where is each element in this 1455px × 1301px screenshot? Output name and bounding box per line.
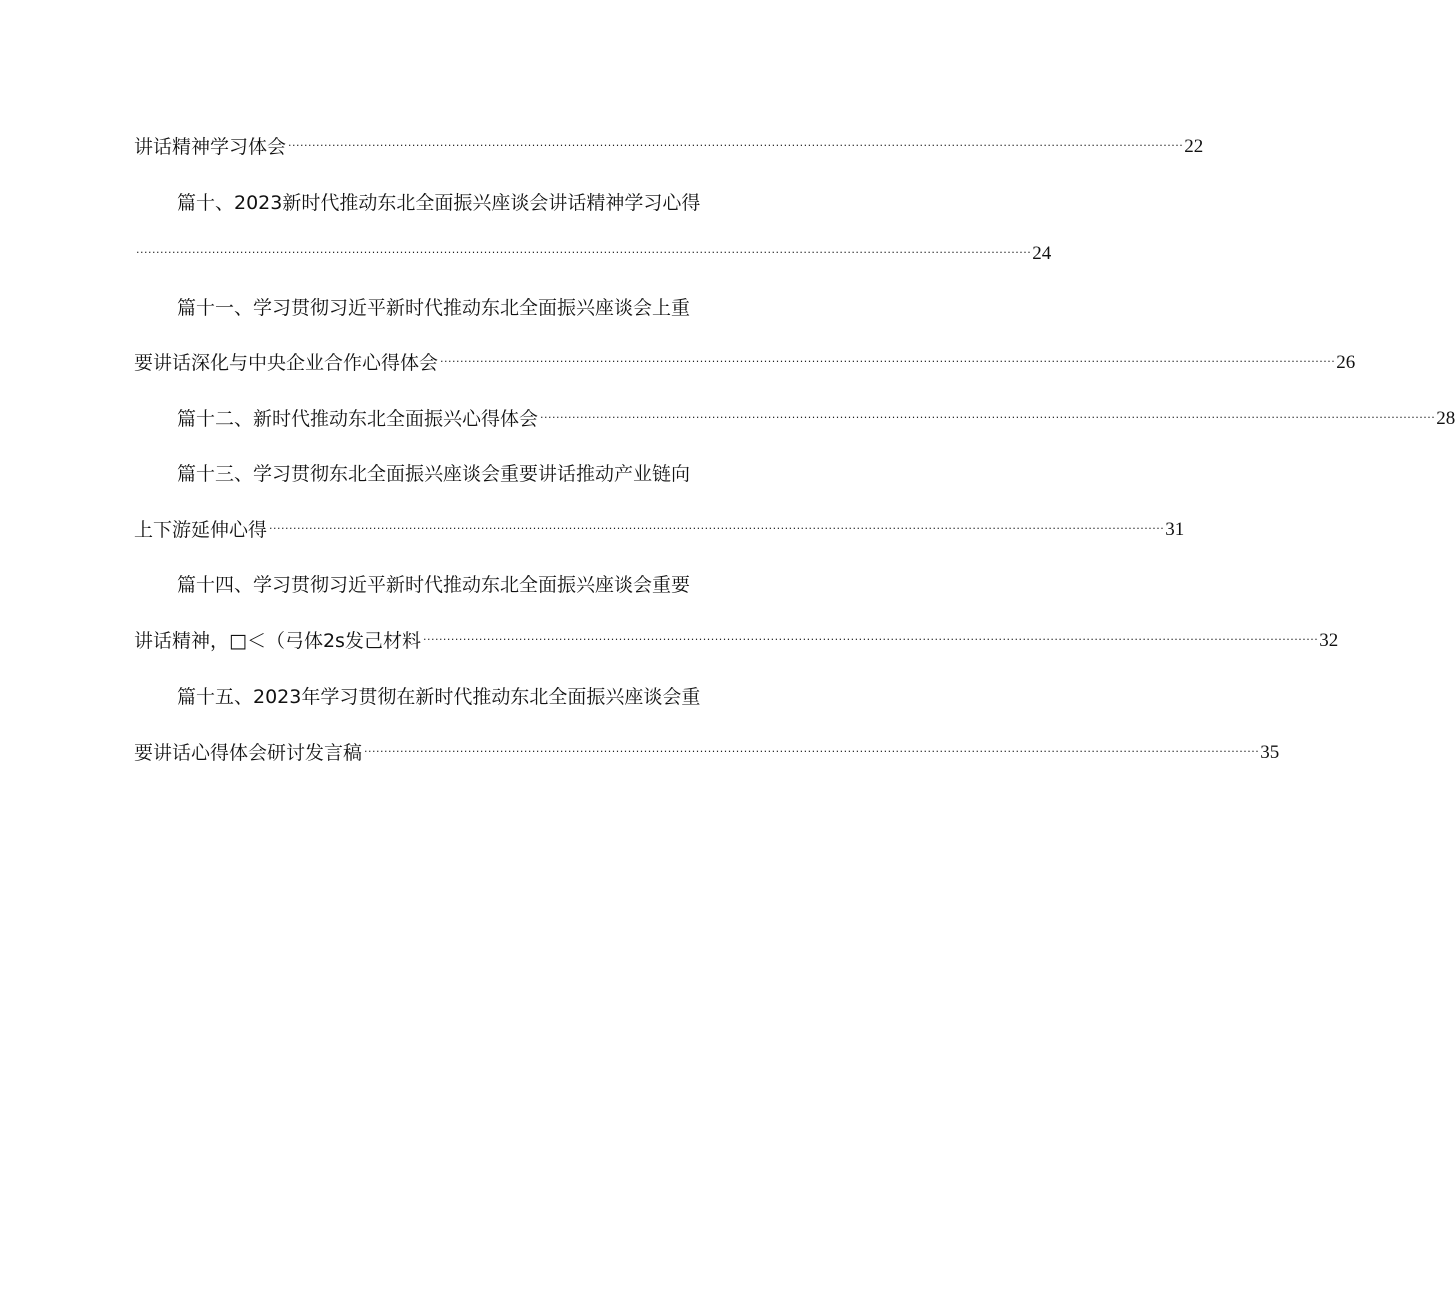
toc-entry-title: 篇十四、学习贯彻习近平新时代推动东北全面振兴座谈会重要 — [177, 574, 691, 596]
dot-leader: ................................................................................................................................................................................................................................ — [440, 352, 1336, 365]
toc-entry-title: 讲话精神，□＜（弓体2s发己材料 — [134, 630, 421, 652]
toc-entry-line[interactable] — [134, 129, 1204, 159]
toc-entry-title: 篇十一、学习贯彻习近平新时代推动东北全面振兴座谈会上重 — [177, 297, 691, 319]
toc-entry-title: 篇十二、新时代推动东北全面振兴心得体会 — [177, 408, 539, 430]
toc-entry-title: 要讲话心得体会研讨发言稿 — [134, 742, 363, 764]
toc-page-number: 24 — [1032, 243, 1052, 264]
toc-entry-line[interactable] — [134, 236, 1052, 266]
toc-entry-line[interactable] — [177, 401, 1455, 431]
toc-page-number: 22 — [1184, 136, 1204, 157]
toc-entry-line[interactable] — [177, 456, 774, 486]
dot-leader: ................................................................................................................................................................................................................................ — [540, 408, 1436, 421]
toc-entry-line[interactable] — [134, 623, 1339, 653]
toc-page-number: 32 — [1319, 630, 1339, 651]
toc-entry-title: 篇十三、学习贯彻东北全面振兴座谈会重要讲话推动产业链向 — [177, 463, 691, 485]
dot-leader: ................................................................................................................................................................................................................................ — [269, 519, 1165, 532]
toc-entry-line[interactable] — [177, 679, 774, 709]
dot-leader: ................................................................................................................................................................................................................................ — [422, 630, 1319, 643]
toc-entry-line[interactable] — [177, 567, 774, 597]
dot-leader: ................................................................................................................................................................................................................................ — [136, 243, 1032, 256]
toc-page-number: 26 — [1336, 352, 1356, 373]
dot-leader: ................................................................................................................................................................................................................................ — [288, 136, 1184, 149]
toc-entry-title: 篇十五、2023年学习贯彻在新时代推动东北全面振兴座谈会重 — [177, 686, 701, 708]
toc-entry-line[interactable] — [177, 290, 774, 320]
toc-entry-title: 上下游延伸心得 — [134, 519, 268, 541]
toc-entry-line[interactable] — [134, 735, 1280, 765]
toc-entry-title: 讲话精神学习体会 — [134, 136, 287, 158]
toc-entry-title: 要讲话深化与中央企业合作心得体会 — [134, 352, 439, 374]
toc-page-number: 28 — [1436, 408, 1455, 429]
dot-leader: ................................................................................................................................................................................................................................ — [364, 742, 1260, 755]
toc-entry-line[interactable] — [177, 185, 774, 215]
toc-entry-line[interactable] — [134, 512, 1185, 542]
toc-entry-title: 篇十、2023新时代推动东北全面振兴座谈会讲话精神学习心得 — [177, 192, 701, 214]
toc-page-number: 35 — [1260, 742, 1280, 763]
toc-page-number: 31 — [1165, 519, 1185, 540]
toc-entry-line[interactable] — [134, 345, 1356, 375]
